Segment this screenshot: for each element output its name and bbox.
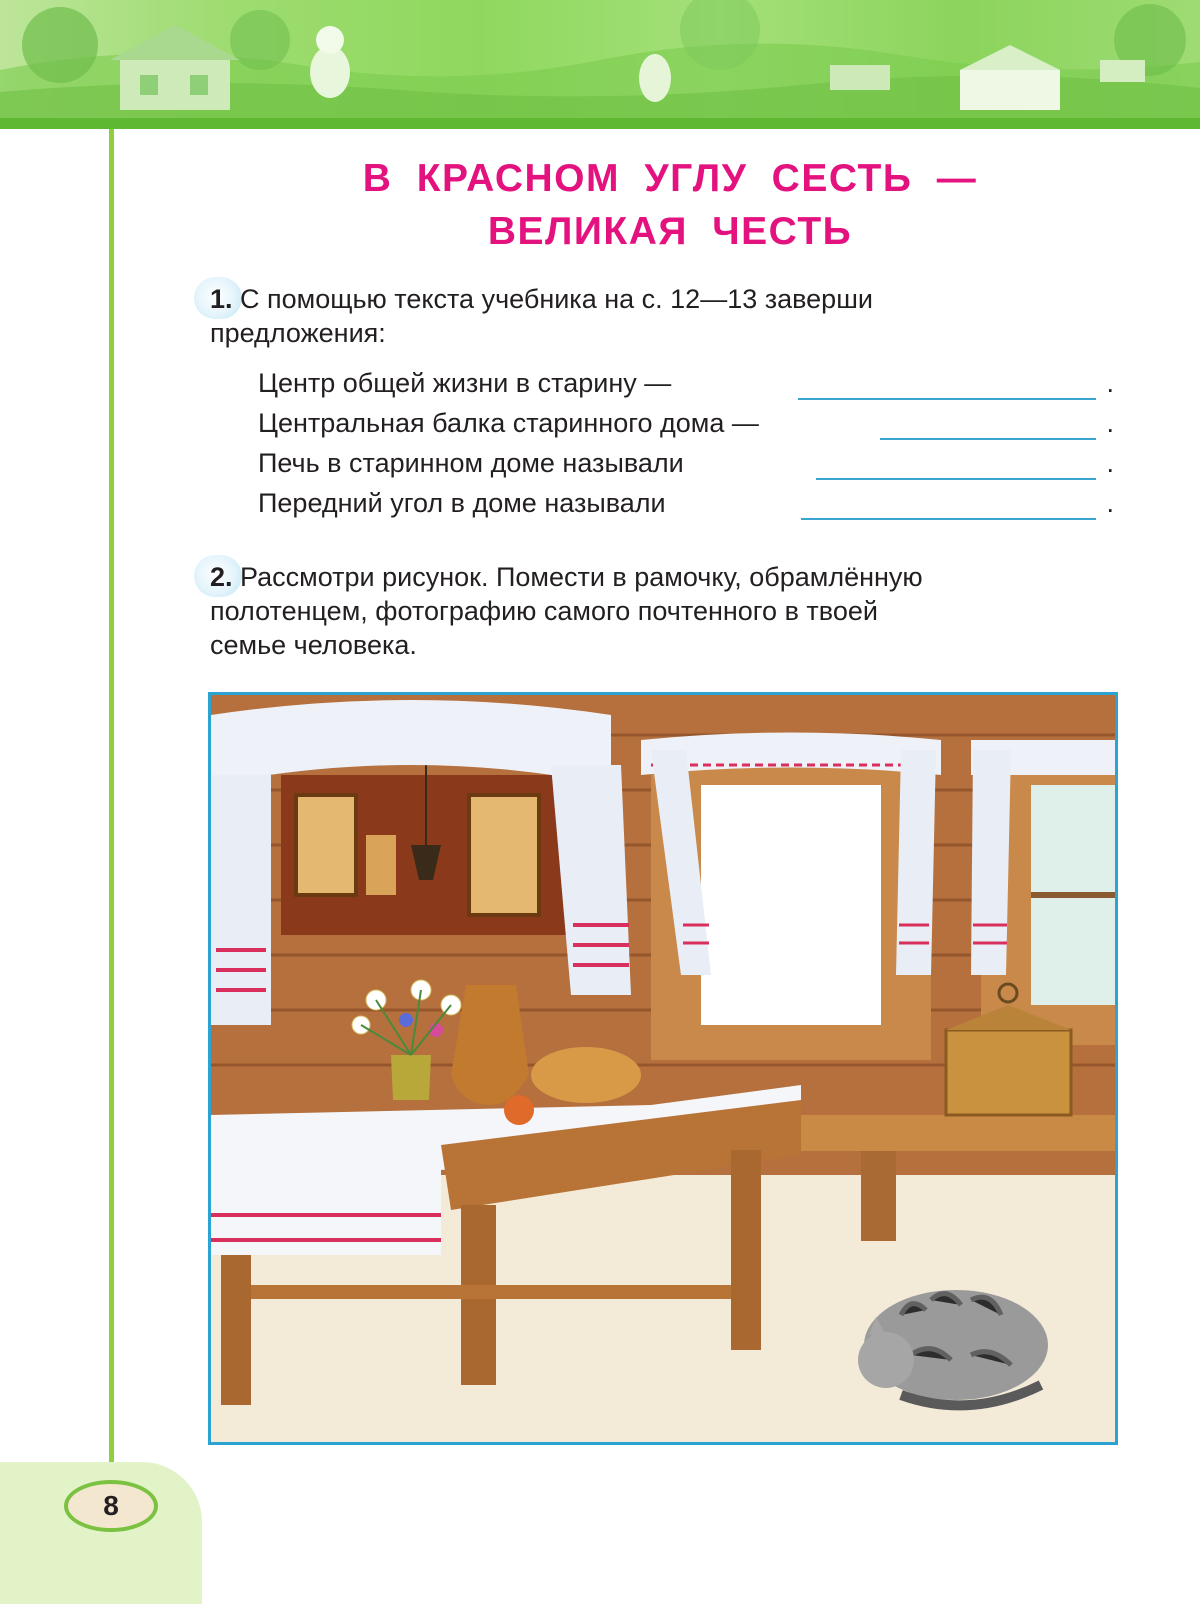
task-1 (210, 282, 1115, 350)
task-1-number: 1. (210, 284, 233, 314)
sentence-end: . (1106, 448, 1114, 478)
sentence-text: Центральная балка старинного дома — (258, 408, 759, 438)
page-number: 8 (64, 1480, 158, 1532)
sentence-text: Центр общей жизни в старину — (258, 368, 672, 398)
margin-rule (109, 129, 114, 1509)
sentence-row (258, 408, 1114, 448)
sentence-end: . (1106, 488, 1114, 518)
answer-line[interactable] (880, 438, 1096, 440)
task-1-text-line-1: 1. С помощью текста учебника на с. 12—13 заверши (210, 284, 873, 314)
sentence-text: Печь в старинном доме называли (258, 448, 684, 478)
village-landscape-icon (0, 0, 1200, 118)
task-2-text-line-3: семье человека. (210, 630, 417, 660)
sentence-text: Передний угол в доме называли (258, 488, 666, 518)
answer-line[interactable] (801, 518, 1096, 520)
answer-line[interactable] (798, 398, 1096, 400)
sentence-row (258, 368, 1114, 408)
task-2-text-line-1: 2. Рассмотри рисунок. Помести в рамочку, обрамлённую (210, 562, 923, 592)
red-corner-interior-icon (211, 695, 1115, 1442)
title-line-1: В КРАСНОМ УГЛУ СЕСТЬ — (362, 157, 978, 200)
header-banner (0, 0, 1200, 118)
sentence-end: . (1106, 408, 1114, 438)
task-2 (210, 560, 1115, 662)
illustration-frame (208, 692, 1118, 1445)
task-1-sentences (258, 368, 1114, 528)
sentence-row (258, 488, 1114, 528)
sentence-end: . (1106, 368, 1114, 398)
task-2-number: 2. (210, 562, 233, 592)
task-2-text-line-2: полотенцем, фотографию самого почтенного в твоей (210, 596, 878, 626)
task-1-text-line-2: предложения: (210, 318, 386, 348)
page-title (200, 152, 1140, 258)
answer-line[interactable] (816, 478, 1096, 480)
title-line-2: ВЕЛИКАЯ ЧЕСТЬ (487, 210, 853, 253)
sentence-row (258, 448, 1114, 488)
banner-underline (0, 118, 1200, 129)
